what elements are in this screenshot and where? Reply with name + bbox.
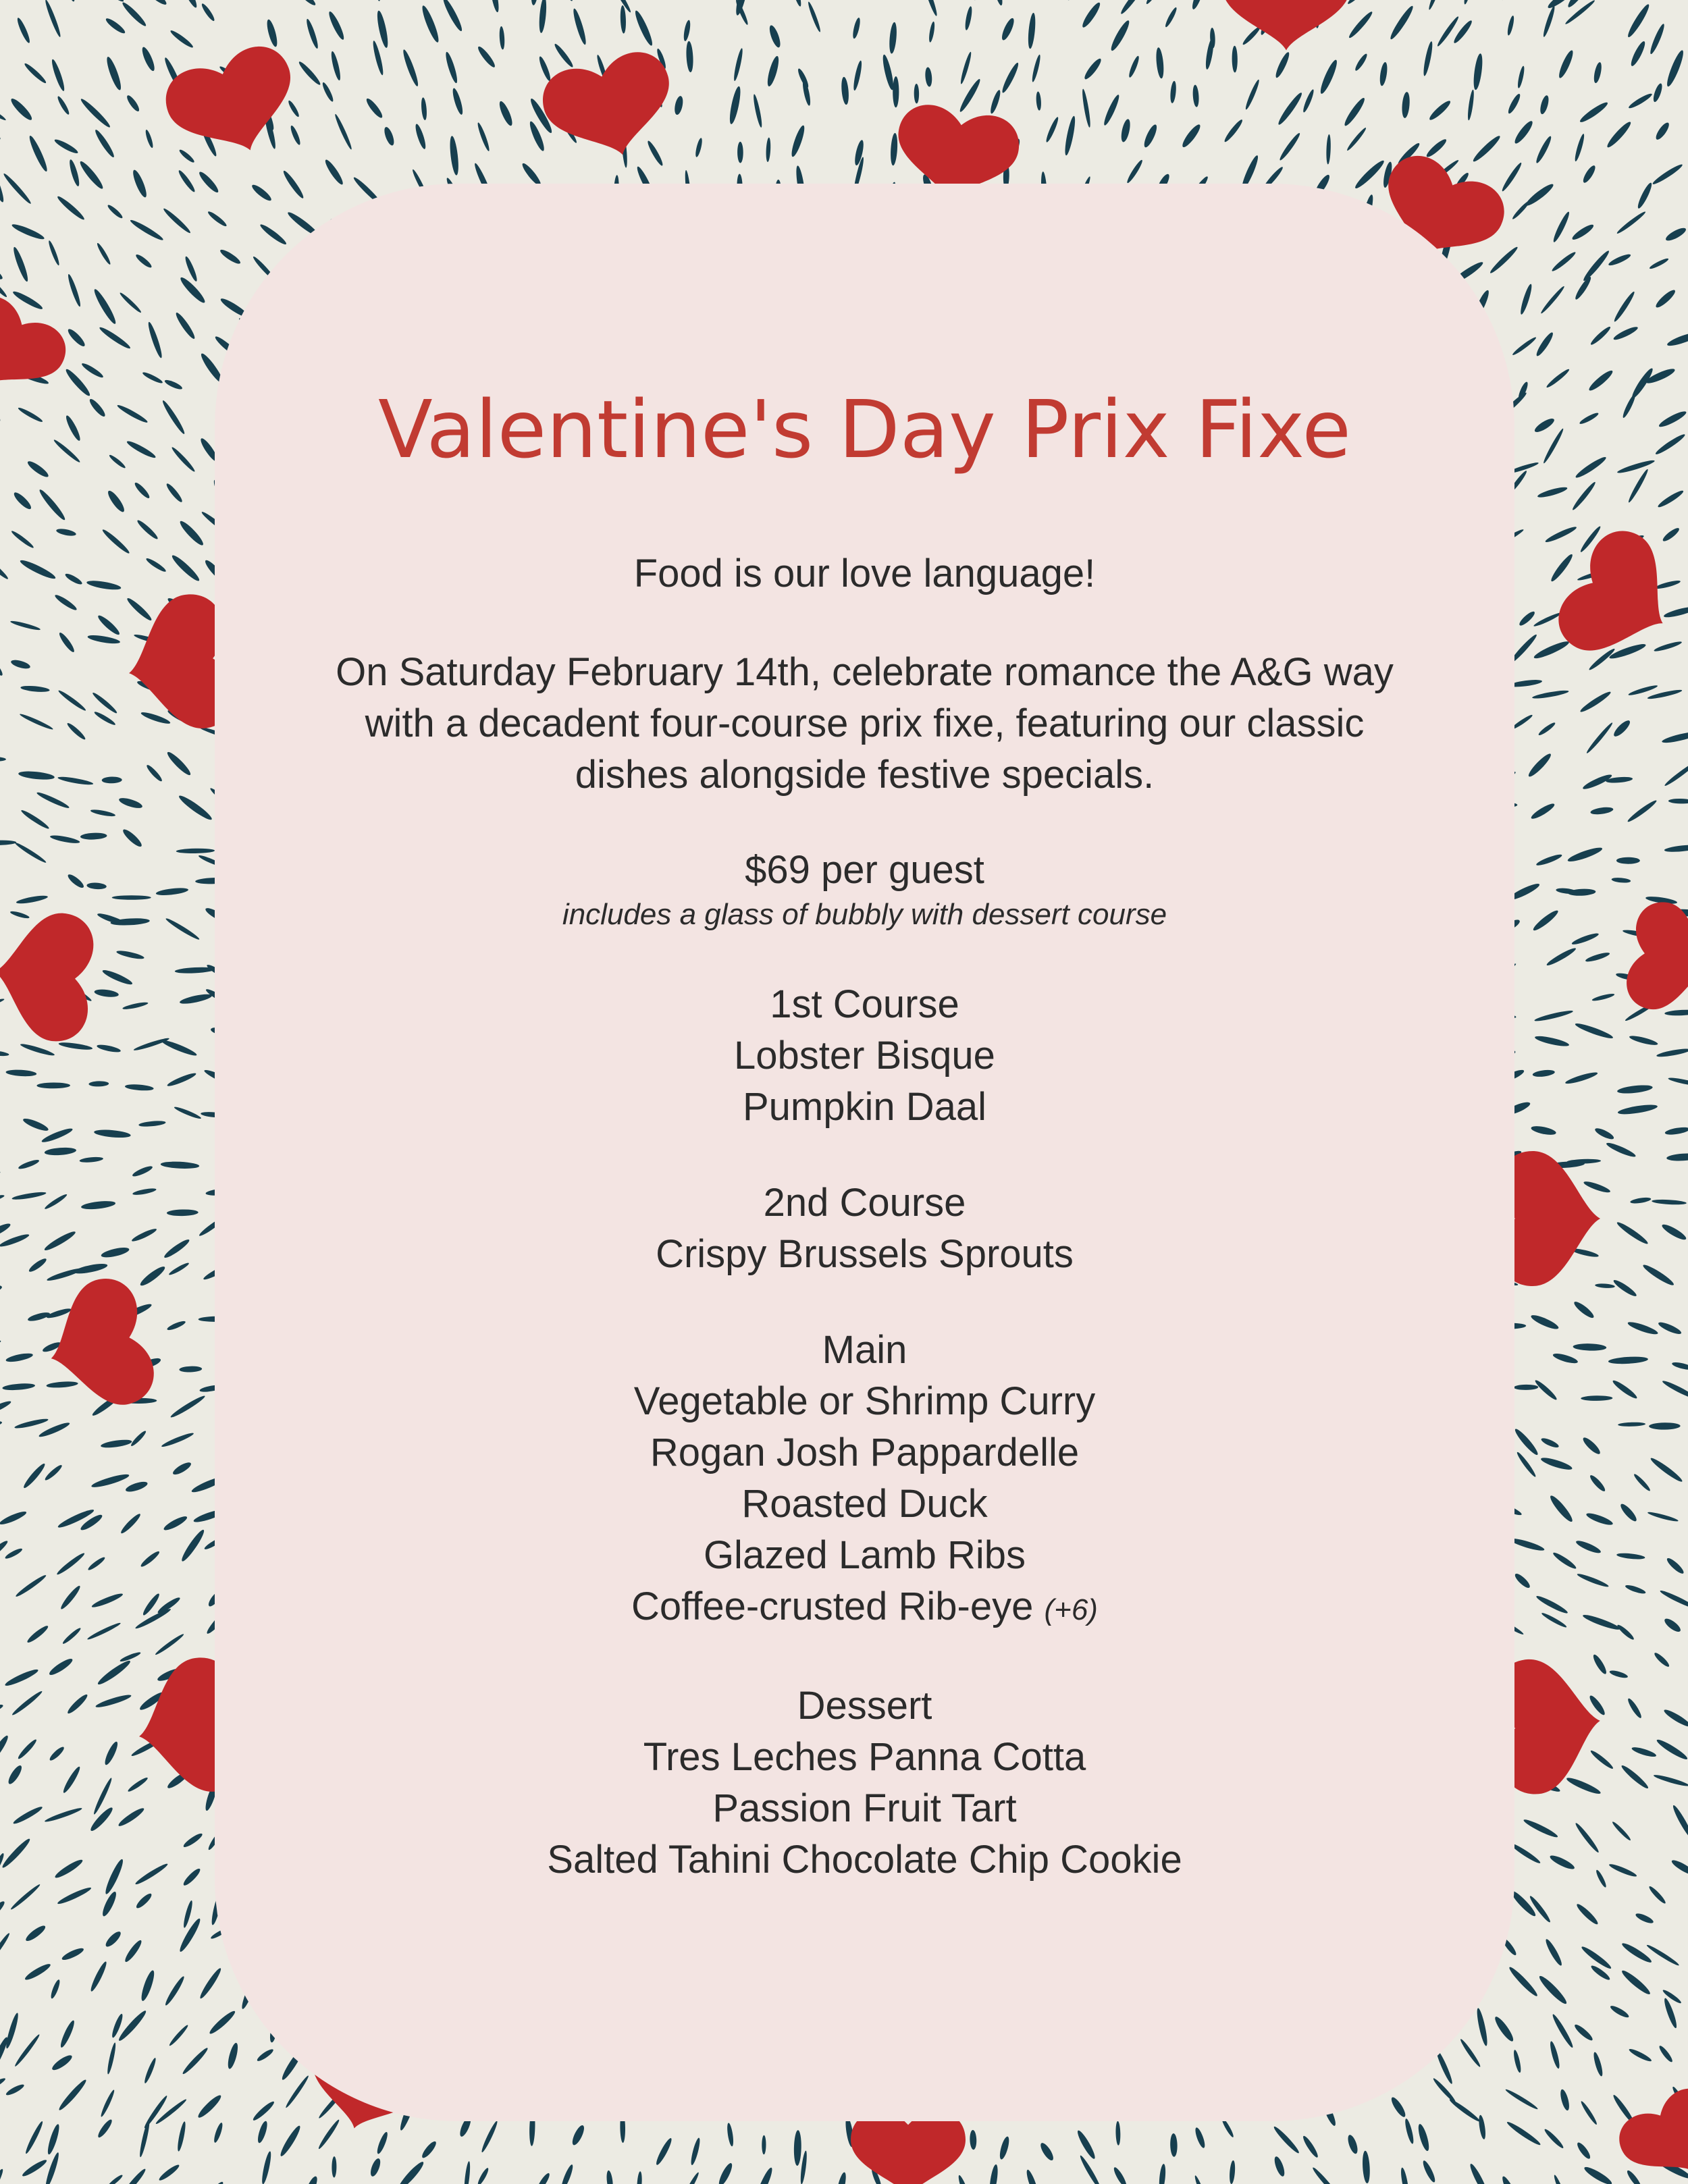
menu-item: Roasted Duck — [741, 1481, 988, 1526]
course-first — [215, 979, 1514, 1133]
menu-item: Crispy Brussels Sprouts — [656, 1231, 1074, 1276]
price-text: $69 per guest — [745, 847, 984, 892]
menu-item: Tres Leches Panna Cotta — [643, 1734, 1086, 1779]
leaf-stroke — [893, 76, 899, 107]
menu-item-with-surcharge — [215, 1581, 1514, 1636]
course-heading: Main — [822, 1327, 907, 1372]
course-heading: 1st Course — [770, 982, 959, 1026]
menu-item: Salted Tahini Chocolate Chip Cookie — [547, 1837, 1182, 1882]
menu-item: Rogan Josh Pappardelle — [650, 1430, 1080, 1474]
course-heading: 2nd Course — [763, 1180, 966, 1225]
surcharge-label: (+6) — [1044, 1593, 1098, 1626]
course-main — [215, 1325, 1514, 1636]
menu-item-name: Coffee-crusted Rib-eye — [631, 1584, 1034, 1628]
intro-text: Food is our love language! — [633, 551, 1096, 595]
description-text: On Saturday February 14th, celebrate romance the A&G way with a decadent four-course prix fixe, featuring our classic dishes alongside festive specials. — [336, 649, 1394, 797]
menu-item: Passion Fruit Tart — [712, 1786, 1017, 1830]
course-second — [215, 1177, 1514, 1280]
menu-item: Lobster Bisque — [734, 1033, 995, 1077]
menu-item: Glazed Lamb Ribs — [703, 1533, 1026, 1577]
course-heading: Dessert — [797, 1683, 932, 1728]
menu-title: Valentine's Day Prix Fixe — [377, 383, 1351, 476]
menu-item: Pumpkin Daal — [742, 1084, 987, 1129]
course-dessert — [215, 1680, 1514, 1886]
price-note: includes a glass of bubbly with dessert course — [562, 897, 1167, 931]
leaf-stroke — [1616, 857, 1640, 864]
menu-card — [215, 184, 1514, 2121]
menu-item: Vegetable or Shrimp Curry — [633, 1379, 1096, 1423]
leaf-stroke — [112, 895, 151, 900]
